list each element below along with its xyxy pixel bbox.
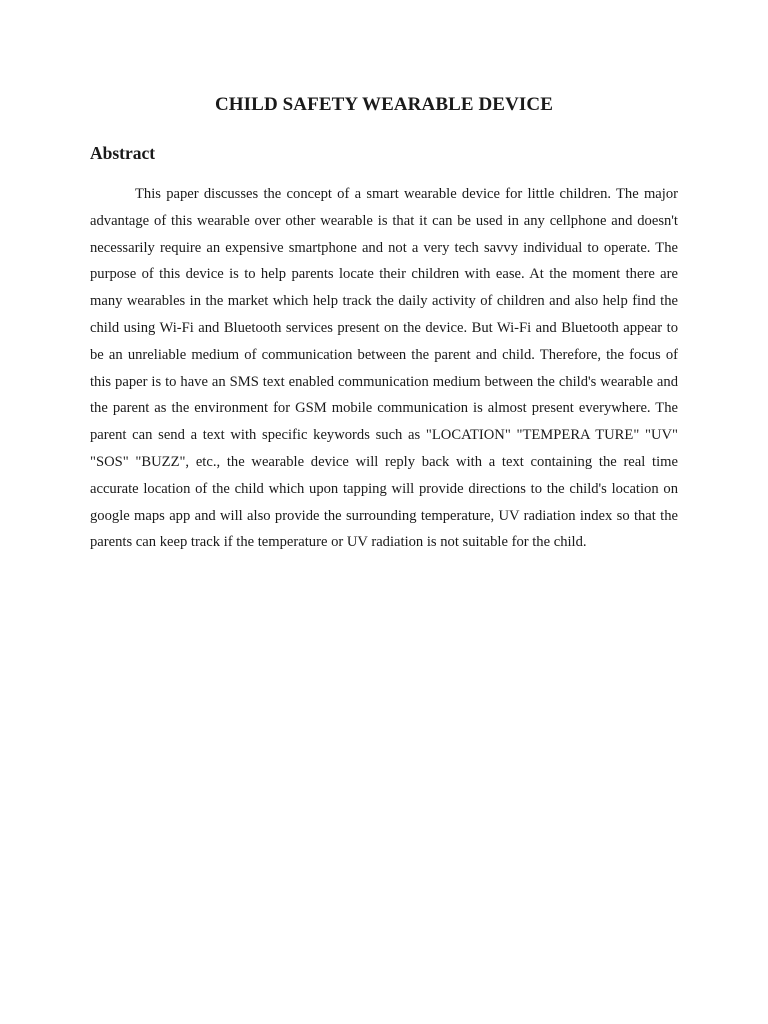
abstract-paragraph: This paper discusses the concept of a smart wearable device for little children. The major advantage of this wearable over other wearable is that it can be used in any cellphone and doesn't necessarily require an expensive smartphone and not a very tech savvy individual to operate. The purpose of this device is to help parents locate their children with ease. At the moment there are many wearables in the market which help track the daily activity of children and also help find the child using Wi-Fi and Bluetooth services present on the device. But Wi-Fi and Bluetooth appear to be an unreliable medium of communication between the parent and child. Therefore, the focus of this paper is to have an SMS text enabled communication medium between the child's wearable and the parent as the environment for GSM mobile communication is almost present everywhere. The parent can send a text with specific keywords such as "LOCATION" "TEMPERA TURE" "UV" "SOS" "BUZZ", etc., the wearable device will reply back with a text containing the real time accurate location of the child which upon tapping will provide directions to the child's location on google maps app and will also provide the surrounding temperature, UV radiation index so that the parents can keep track if the temperature or UV radiation is not suitable for the child. [90, 186, 678, 551]
document-title: CHILD SAFETY WEARABLE DEVICE [214, 94, 553, 115]
abstract-heading: Abstract [90, 143, 156, 163]
